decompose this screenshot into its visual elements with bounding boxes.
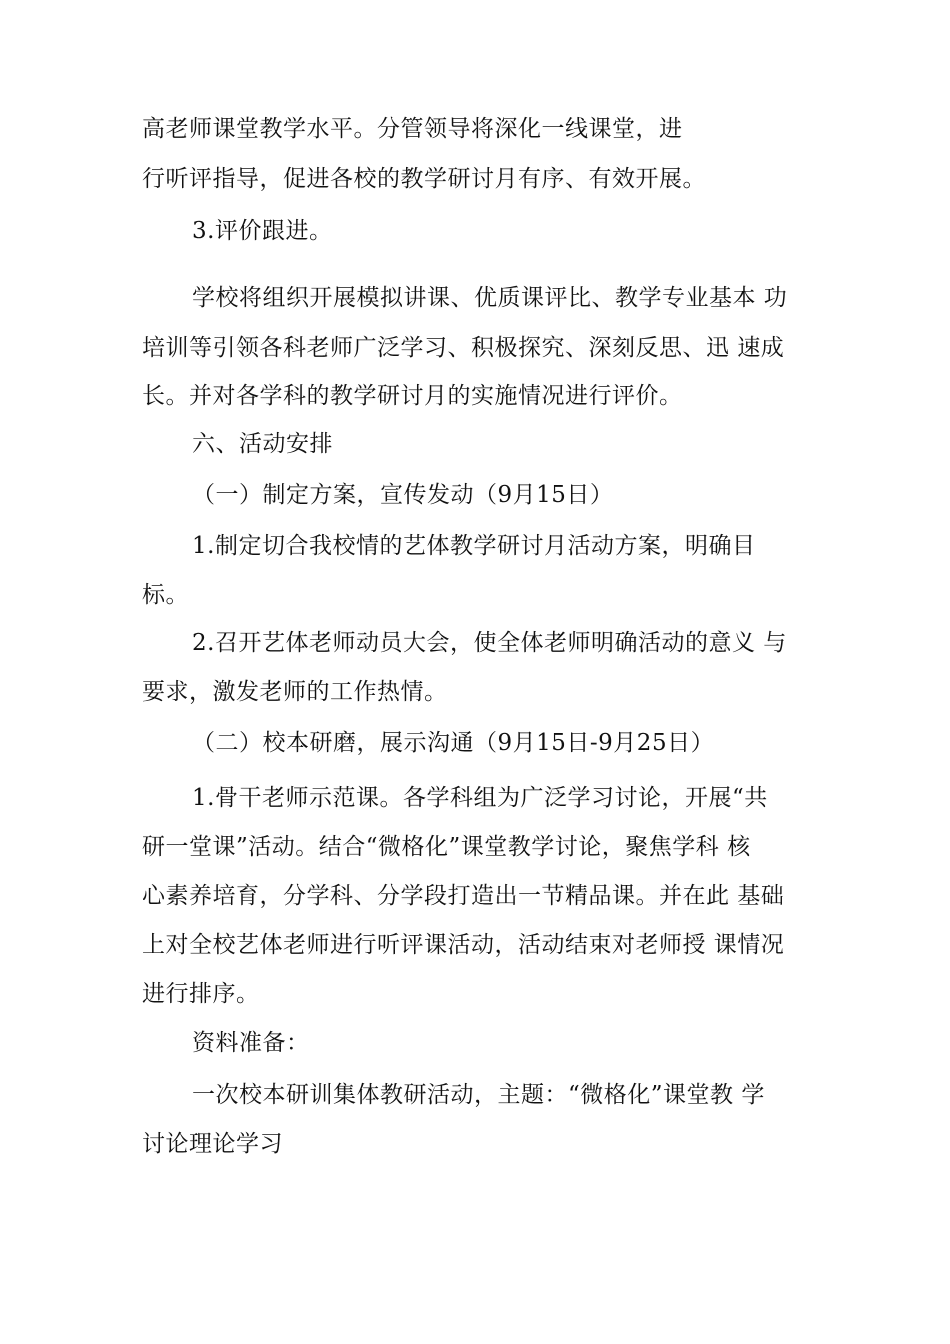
text-line-3: 3.评价跟进。 bbox=[192, 218, 333, 244]
text-line-15: 研一堂课”活动。结合“微格化”课堂教学讨论，聚焦学科 核 bbox=[142, 834, 751, 860]
text-line-11: 2.召开艺体老师动员大会，使全体老师明确活动的意义 与 bbox=[192, 630, 787, 656]
text-line-5: 培训等引领各科老师广泛学习、积极探究、深刻反思、迅 速成 bbox=[142, 335, 785, 361]
text-line-13: （二）校本研磨，展示沟通（9月15日-9月25日） bbox=[192, 730, 715, 756]
text-line-1: 高老师课堂教学水平。分管领导将深化一线课堂，进 bbox=[142, 116, 683, 142]
text-line-18: 进行排序。 bbox=[142, 981, 260, 1007]
text-line-17: 上对全校艺体老师进行听评课活动，活动结束对老师授 课情况 bbox=[142, 932, 785, 958]
text-line-14: 1.骨干老师示范课。各学科组为广泛学习讨论，开展“共 bbox=[192, 785, 768, 811]
text-line-4: 学校将组织开展模拟讲课、优质课评比、教学专业基本 功 bbox=[192, 285, 788, 311]
text-line-19: 资料准备： bbox=[192, 1030, 310, 1056]
text-line-2: 行听评指导，促进各校的教学研讨月有序、有效开展。 bbox=[142, 166, 706, 192]
text-line-21: 讨论理论学习 bbox=[142, 1131, 283, 1157]
text-line-12: 要求，激发老师的工作热情。 bbox=[142, 679, 448, 705]
text-line-16: 心素养培育，分学科、分学段打造出一节精品课。并在此 基础 bbox=[142, 883, 785, 909]
text-line-9: 1.制定切合我校情的艺体教学研讨月活动方案，明确目 bbox=[192, 533, 756, 559]
text-line-6: 长。并对各学科的教学研讨月的实施情况进行评价。 bbox=[142, 383, 683, 409]
text-line-10: 标。 bbox=[142, 582, 189, 608]
text-line-8: （一）制定方案，宣传发动（9月15日） bbox=[192, 482, 614, 508]
text-line-20: 一次校本研训集体教研活动，主题：“微格化”课堂教 学 bbox=[192, 1082, 765, 1108]
text-line-7: 六、活动安排 bbox=[192, 431, 333, 457]
